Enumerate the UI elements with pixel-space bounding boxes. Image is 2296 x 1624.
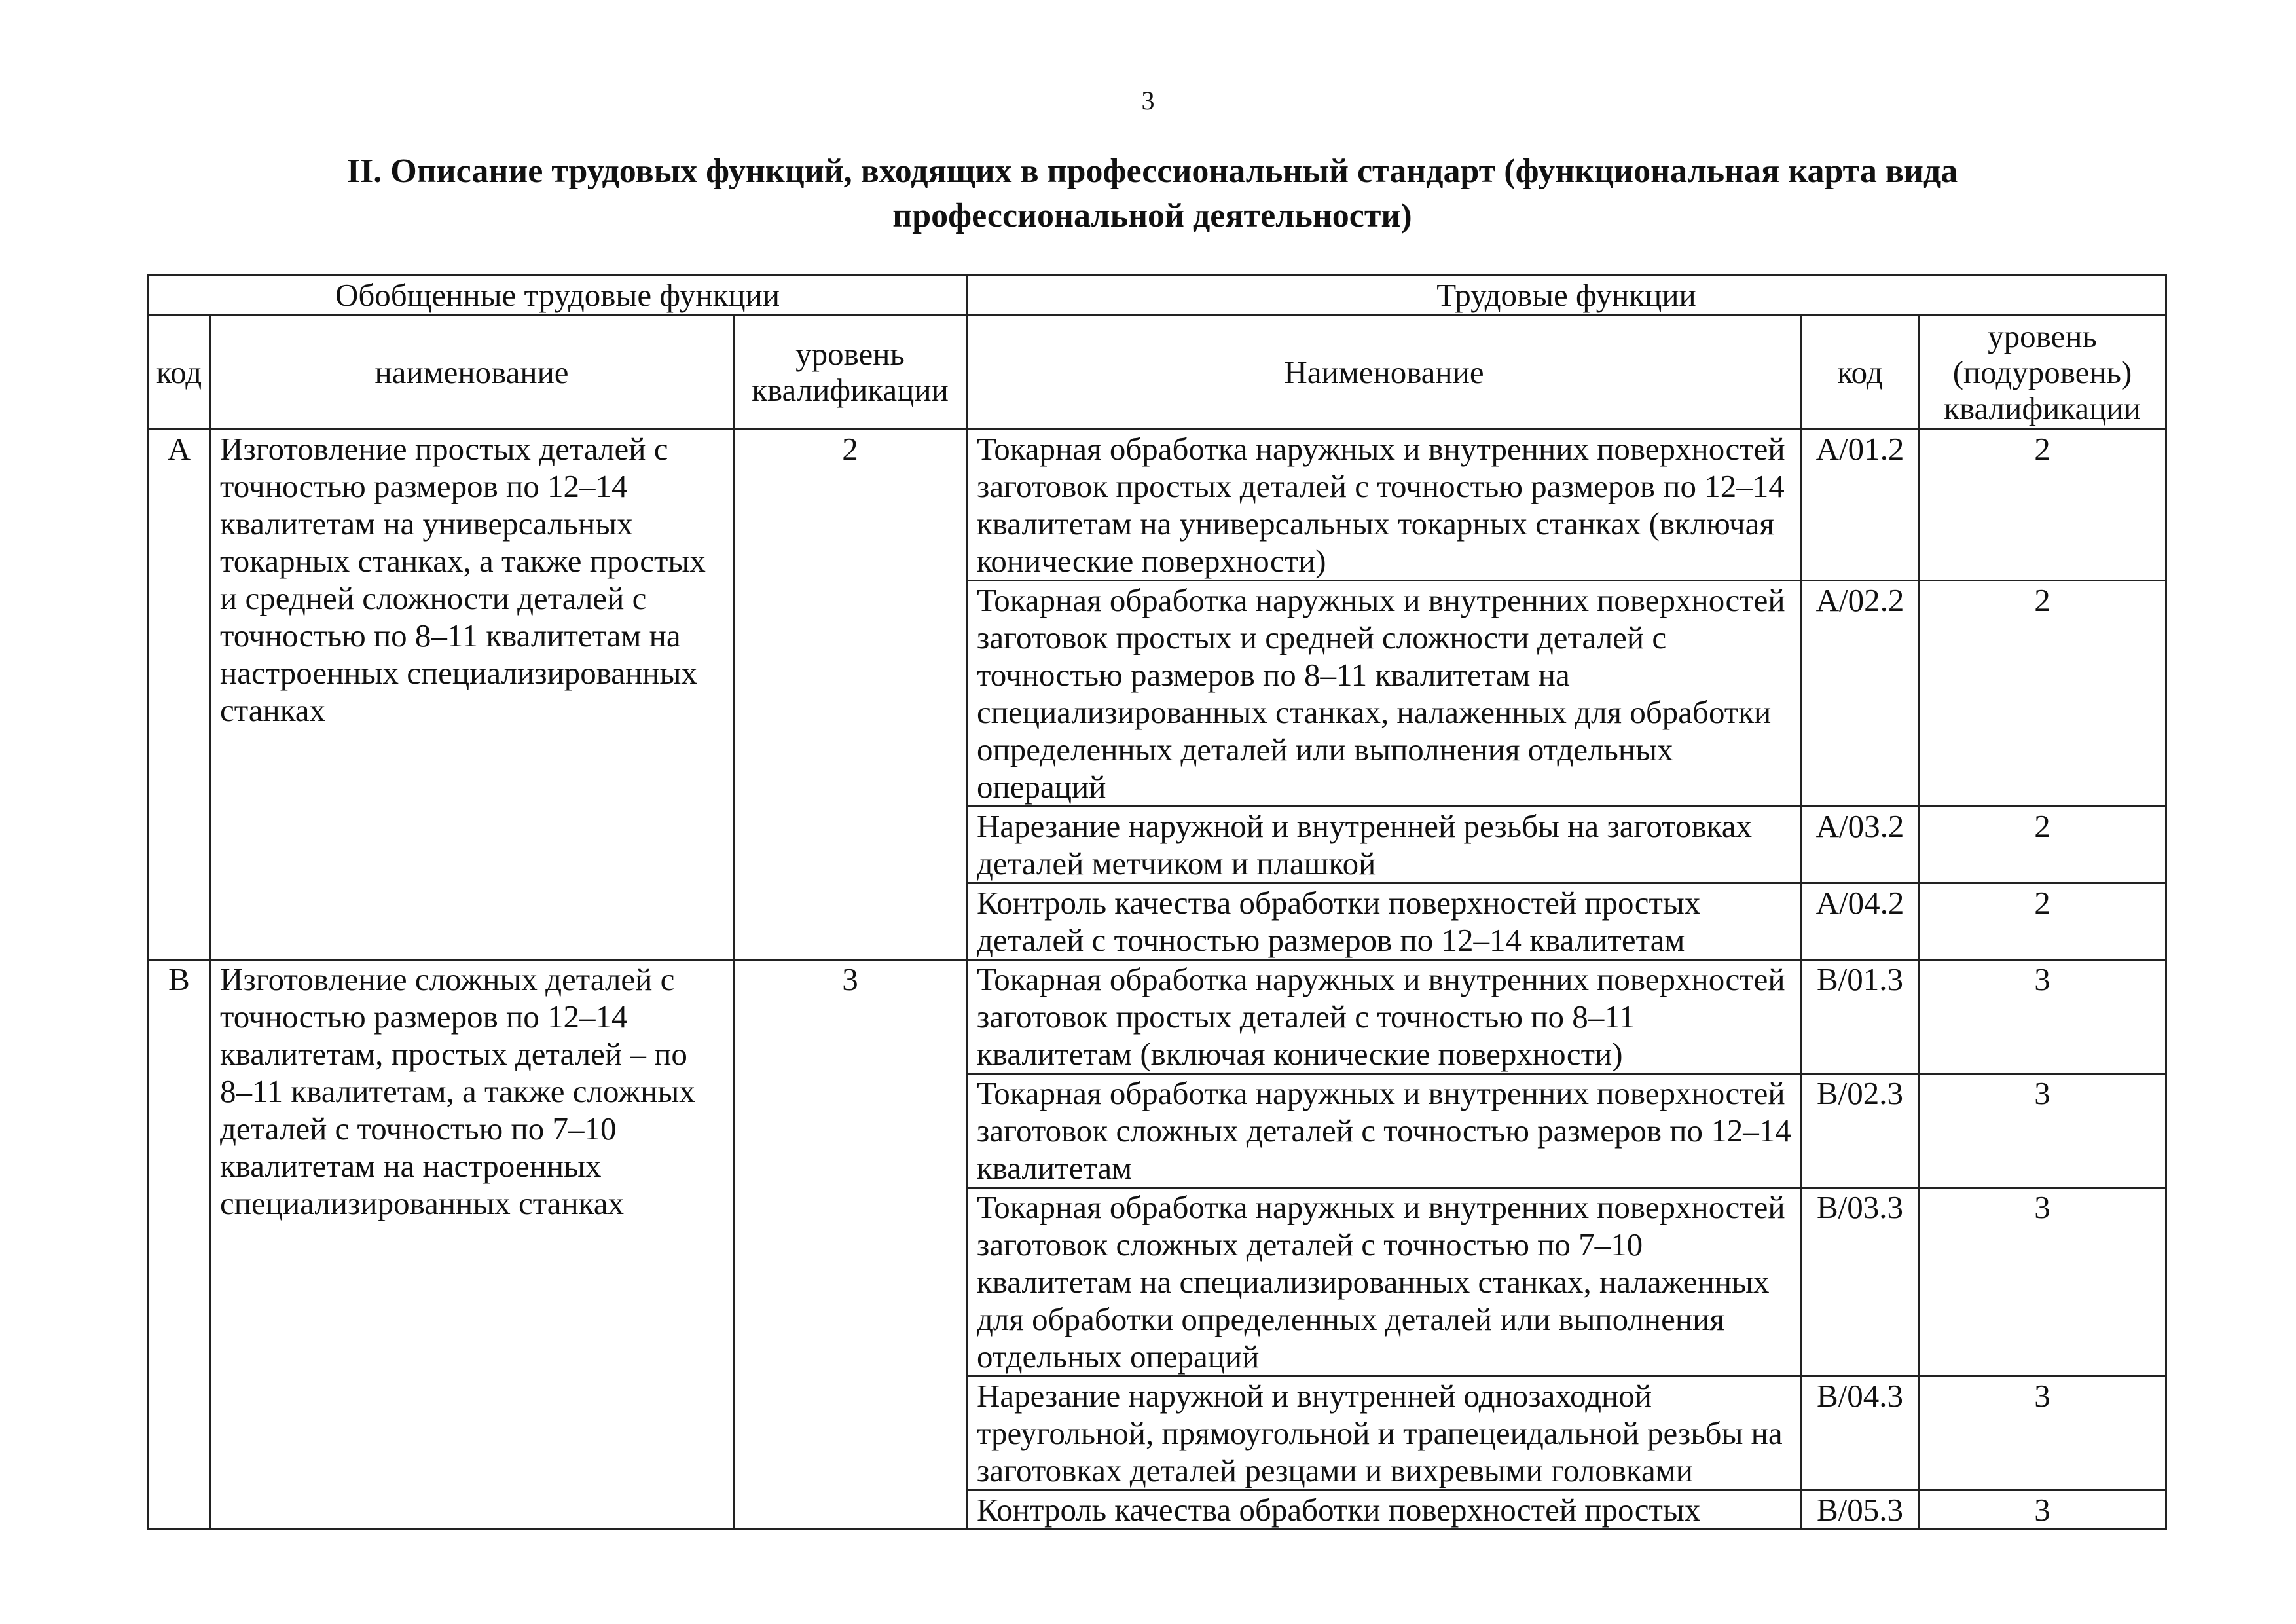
function-level: 3: [1919, 1376, 2166, 1490]
function-name: Токарная обработка наружных и внутренних поверхностей заготовок сложных деталей с точностью размеров по 12–14 квалитетам: [967, 1074, 1802, 1188]
gen-level-header: уровень квалификации: [734, 315, 967, 430]
labor-functions-header: Трудовые функции: [967, 275, 2166, 315]
function-name: Контроль качества обработки поверхностей простых: [967, 1490, 1802, 1530]
table-row: [149, 430, 2166, 581]
function-code: А/01.2: [1802, 430, 1919, 581]
function-code: В/05.3: [1802, 1490, 1919, 1530]
functional-map-table: [147, 274, 2167, 1530]
function-name: Токарная обработка наружных и внутренних поверхностей заготовок простых и средней сложности деталей с точностью размеров по 8–11 квалитетам на специализированных станках, налаженных для обработки определенных деталей или выполнения отдельных операций: [967, 581, 1802, 807]
generalized-functions-header: Обобщенные трудовые функции: [149, 275, 967, 315]
gen-name-header: наименование: [210, 315, 734, 430]
function-level: 3: [1919, 960, 2166, 1074]
gen-function-code: В: [149, 960, 210, 1530]
page-number: 3: [1141, 86, 1155, 115]
gen-function-name: Изготовление простых деталей с точностью размеров по 12–14 квалитетам на универсальных токарных станках, а также простых и средней сложности деталей с точностью по 8–11 квалитетам на настроенных специализированных станках: [210, 430, 734, 960]
function-code: А/04.2: [1802, 883, 1919, 960]
function-level: 3: [1919, 1074, 2166, 1188]
gen-function-level: 3: [734, 960, 967, 1530]
function-name: Нарезание наружной и внутренней однозаходной треугольной, прямоугольной и трапецеидальной резьбы на заготовках деталей резцами и вихревыми головками: [967, 1376, 1802, 1490]
function-level: 2: [1919, 430, 2166, 581]
function-name: Токарная обработка наружных и внутренних поверхностей заготовок простых деталей с точностью размеров по 12–14 квалитетам на универсальных токарных станках (включая конические поверхности): [967, 430, 1802, 581]
gen-function-code: А: [149, 430, 210, 960]
gen-function-name: Изготовление сложных деталей с точностью размеров по 12–14 квалитетам, простых деталей – по 8–11 квалитетам, а также сложных деталей с точностью по 7–10 квалитетам на настроенных специализированных станках: [210, 960, 734, 1530]
function-code: А/02.2: [1802, 581, 1919, 807]
fn-code-header: код: [1802, 315, 1919, 430]
group-header-row: [149, 275, 2166, 315]
function-level: 2: [1919, 581, 2166, 807]
function-name: Контроль качества обработки поверхностей простых деталей с точностью размеров по 12–14 квалитетам: [967, 883, 1802, 960]
fn-level-header: уровень (подуровень) квалификации: [1919, 315, 2166, 430]
gen-function-level: 2: [734, 430, 967, 960]
gen-code-header: код: [149, 315, 210, 430]
function-code: В/04.3: [1802, 1376, 1919, 1490]
section-title: II. Описание трудовых функций, входящих в профессиональный стандарт (функциональная карта вида профессиональной деятельности): [346, 153, 1958, 234]
function-level: 2: [1919, 807, 2166, 883]
function-code: В/01.3: [1802, 960, 1919, 1074]
function-level: 2: [1919, 883, 2166, 960]
function-name: Токарная обработка наружных и внутренних поверхностей заготовок сложных деталей с точностью по 7–10 квалитетам на специализированных станках, налаженных для обработки определенных деталей или выполнения отдельных операций: [967, 1188, 1802, 1376]
function-code: В/03.3: [1802, 1188, 1919, 1376]
fn-name-header: Наименование: [967, 315, 1802, 430]
table-row: [149, 960, 2166, 1074]
function-code: А/03.2: [1802, 807, 1919, 883]
function-level: 3: [1919, 1490, 2166, 1530]
function-code: В/02.3: [1802, 1074, 1919, 1188]
function-name: Токарная обработка наружных и внутренних поверхностей заготовок простых деталей с точностью по 8–11 квалитетам (включая конические поверхности): [967, 960, 1802, 1074]
column-header-row: [149, 315, 2166, 430]
function-level: 3: [1919, 1188, 2166, 1376]
function-name: Нарезание наружной и внутренней резьбы на заготовках деталей метчиком и плашкой: [967, 807, 1802, 883]
